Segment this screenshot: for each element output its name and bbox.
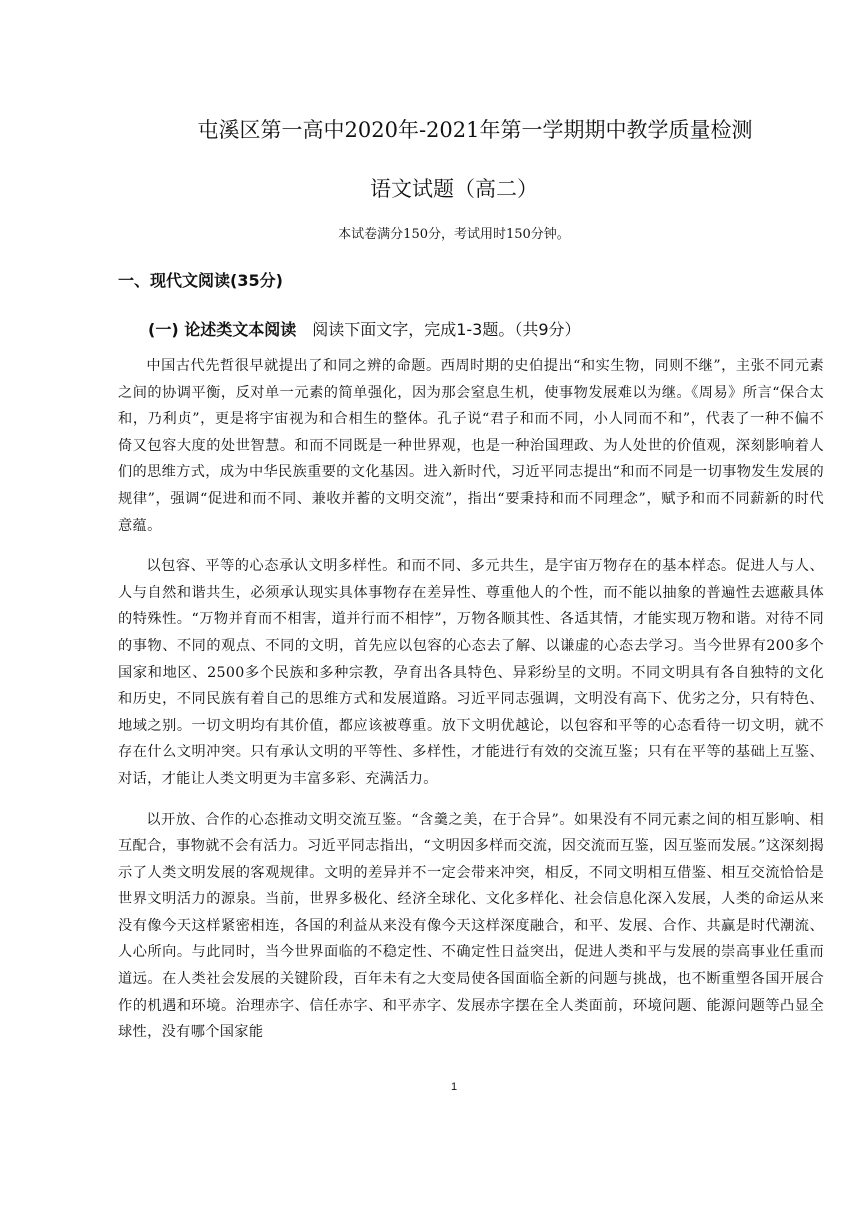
- page-number: 1: [450, 1081, 458, 1093]
- sub-heading-instruction: 阅读下面文字，完成1-3题。（共9分）: [312, 320, 581, 339]
- sub-heading-label: (一) 论述类文本阅读: [148, 320, 297, 339]
- passage-body: [118, 353, 824, 1060]
- document-subtitle: 语文试题（高二）: [370, 177, 538, 201]
- passage-paragraph: 以开放、合作的心态推动文明交流互鉴。“含羹之美，在于合异”。如果没有不同元素之间的相互影响、相互配合，事物就不会有活力。习近平同志指出，“文明因多样而交流，因交流而互鉴，因互鉴而发展。”这深刻揭示了人类文明发展的客观规律。文明的差异并不一定会带来冲突，相反，不同文明相互借鉴、相互交流恰恰是世界文明活力的源泉。当前，世界多极化、经济全球化、文化多样化、社会信息化深入发展，人类的命运从来没有像今天这样紧密相连，各国的利益从来没有像今天这样深度融合，和平、发展、合作、共赢是时代潮流、人心所向。与此同时，当今世界面临的不稳定性、不确定性日益突出，促进人类和平与发展的崇高事业任重而道远。在人类社会发展的关键阶段，百年未有之大变局使各国面临全新的问题与挑战，也不断重塑各国开展合作的机遇和环境。治理赤字、信任赤字、和平赤字、发展赤字摆在全人类面前，环境问题、能源问题等凸显全球性，没有哪个国家能: [118, 811, 824, 1041]
- passage-paragraph: 以包容、平等的心态承认文明多样性。和而不同、多元共生，是宇宙万物存在的基本样态。促进人与人、人与自然和谐共生，必须承认现实具体事物存在差异性、尊重他人的个性，而不能以抽象的普遍性去遮蔽具体的特殊性。“万物并育而不相害，道并行而不相悖”，万物各顺其性、各适其情，才能实现万物和谐。对待不同的事物、不同的观点、不同的文明，首先应以包容的心态去了解、以谦虚的心态去学习。当今世界有200多个国家和地区、2500多个民族和多种宗教，孕育出各具特色、异彩纷呈的文明。不同文明具有各自独特的文化和历史，不同民族有着自己的思维方式和发展道路。习近平同志强调，文明没有高下、优劣之分，只有特色、地域之别。一切文明均有其价值，都应该被尊重。放下文明优越论，以包容和平等的心态看待一切文明，就不存在什么文明冲突。只有承认文明的平等性、多样性，才能进行有效的交流互鉴；只有在平等的基础上互鉴、对话，才能让人类文明更为丰富多彩、充满活力。: [118, 558, 824, 787]
- document-title: 屯溪区第一高中2020年-2021年第一学期期中教学质量检测: [197, 118, 753, 142]
- passage-paragraph: 中国古代先哲很早就提出了和同之辨的命题。西周时期的史伯提出“和实生物，同则不继”，主张不同元素之间的协调平衡，反对单一元素的简单强化，因为那会窒息生机，使事物发展难以为继。《周易》所言“保合太和，乃利贞”，更是将宇宙视为和合相生的整体。孔子说“君子和而不同，小人同而不和”，代表了一种不偏不倚又包容大度的处世智慧。和而不同既是一种世界观，也是一种治国理政、为人处世的价值观，深刻影响着人们的思维方式，成为中华民族重要的文化基因。进入新时代，习近平同志提出“和而不同是一切事物发生发展的规律”，强调“促进和而不同、兼收并蓄的文明交流”，指出“要秉持和而不同理念”，赋予和而不同薪新的时代意蕴。: [118, 358, 824, 534]
- exam-note: 本试卷满分150分，考试用时150分钟。: [338, 227, 570, 242]
- sub-heading: [148, 317, 581, 340]
- section-heading: 一、现代文阅读(35分): [118, 271, 283, 290]
